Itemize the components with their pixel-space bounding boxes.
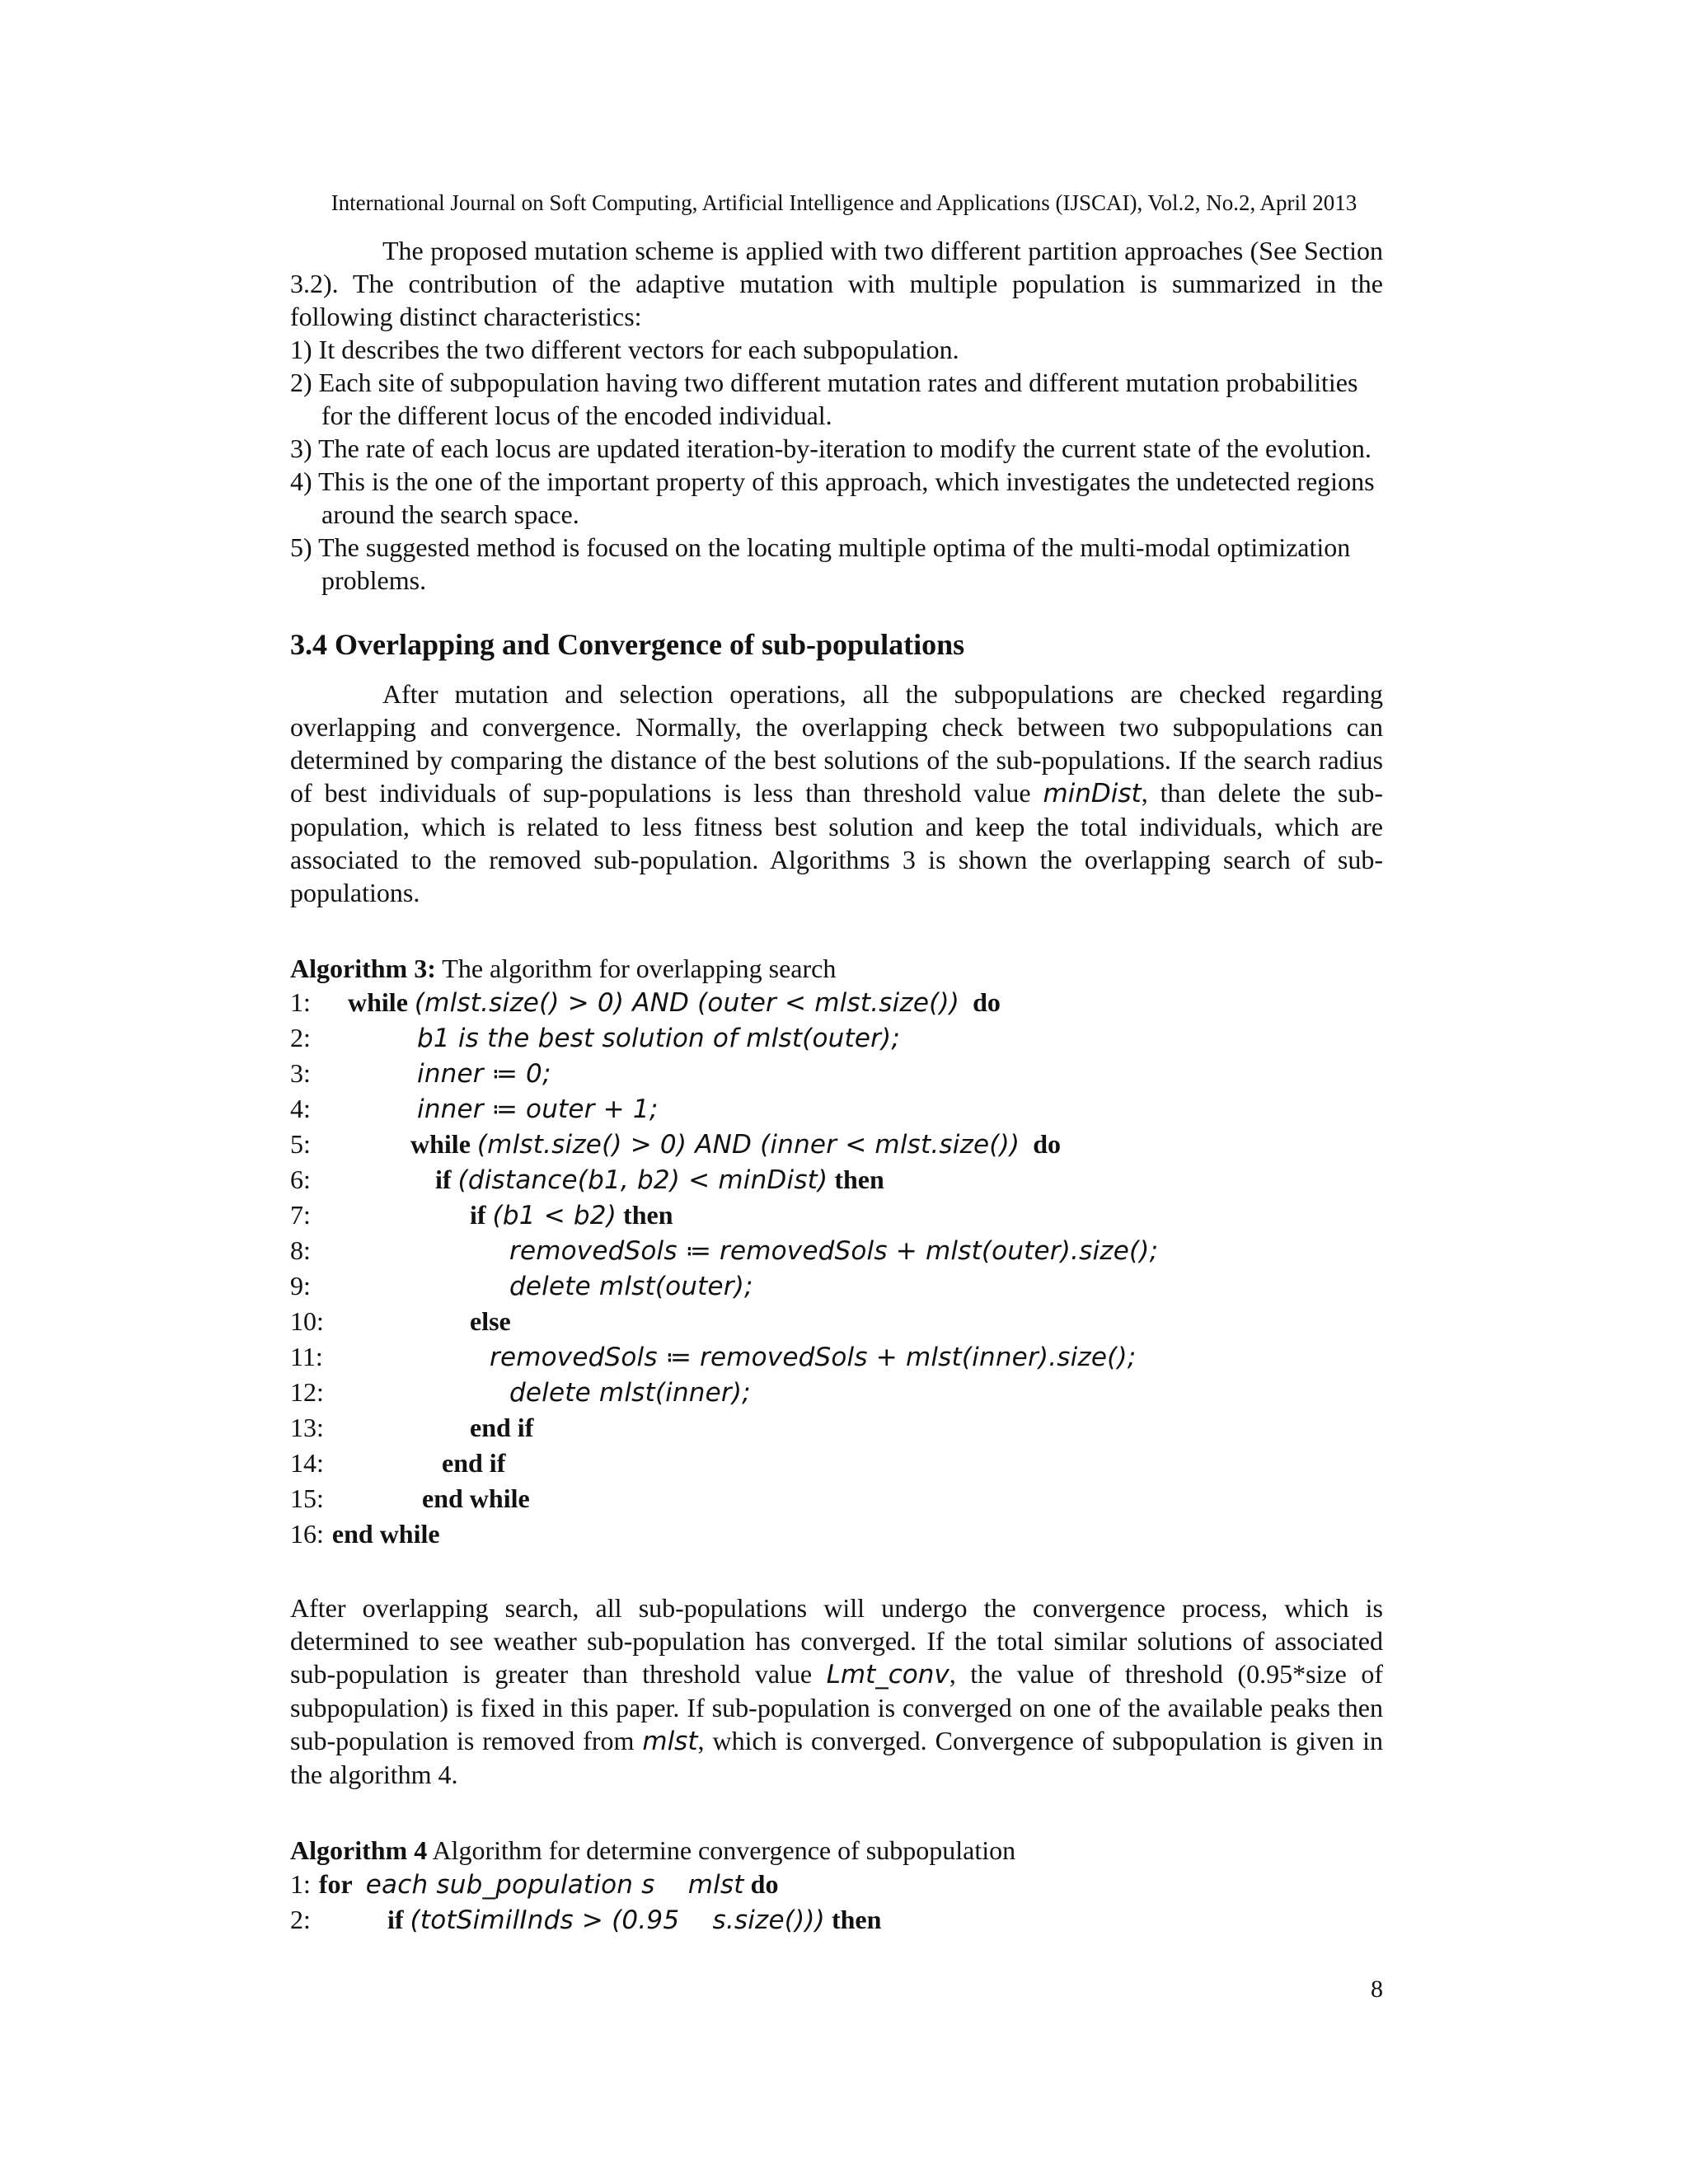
- math-expression: inner ≔ 0;: [417, 1059, 551, 1089]
- convergence-text-b: , the value of threshold (0.95*size of subpopulation) is fixed in this paper. If sub-population is converged on one of the available peaks then sub-population is removed from: [290, 1659, 1384, 1755]
- overlap-text-b: , than delete the sub-population, which is related to less fitness best solution and keep the total individuals, which are associated to the removed sub-population. Algorithms 3 is shown the overlapping search of sub-populations.: [290, 778, 1384, 907]
- keyword: if: [470, 1200, 486, 1230]
- page-content: [290, 234, 1383, 1938]
- list-item: 2) Each site of subpopulation having two different mutation rates and different mutation probabilities for the different locus of the encoded individual.: [290, 368, 1358, 430]
- list-item: 1) It describes the two different vectors for each subpopulation.: [290, 335, 959, 364]
- algo-line: [290, 1446, 1383, 1481]
- math-expression: (distance(b1, b2) < minDist): [457, 1165, 828, 1195]
- line-number: 14:: [290, 1448, 324, 1478]
- algo-line: [290, 1268, 1383, 1304]
- math-expression: (b1 < b2): [492, 1201, 617, 1230]
- algo-line: [290, 1197, 1383, 1233]
- convergence-paragraph: [290, 1591, 1383, 1791]
- section-heading: 3.4 Overlapping and Convergence of sub-populations: [290, 628, 965, 661]
- algo-line: [290, 1304, 1383, 1339]
- keyword: if: [435, 1165, 452, 1194]
- keyword: for: [318, 1869, 353, 1899]
- algorithm-3-label: Algorithm 3:: [290, 954, 436, 983]
- line-number: 15:: [290, 1483, 324, 1513]
- line-number: 1:: [290, 1869, 311, 1899]
- line-number: 11:: [290, 1342, 323, 1371]
- keyword: end if: [442, 1448, 506, 1478]
- line-number: 5:: [290, 1129, 311, 1159]
- line-number: 1:: [290, 987, 311, 1017]
- intro-paragraph: The proposed mutation scheme is applied with two different partition approaches (See Section 3.2). The contribution of the adaptive mutation with multiple population is summarized in the following distinct characteristics:: [290, 236, 1383, 331]
- algorithm-3-caption: The algorithm for overlapping search: [435, 954, 837, 983]
- math-expression: delete mlst(outer);: [509, 1272, 753, 1301]
- math-expression: removedSols ≔ removedSols + mlst(inner).size();: [490, 1343, 1137, 1372]
- list-item: 3) The rate of each locus are updated iteration-by-iteration to modify the current state of the evolution.: [290, 434, 1372, 463]
- overlap-paragraph: [290, 677, 1383, 909]
- algorithm-4: [290, 1834, 1383, 1938]
- line-number: 16:: [290, 1519, 324, 1549]
- line-number: 10:: [290, 1306, 324, 1336]
- math-expression: each sub_population s mlst: [365, 1870, 744, 1900]
- running-header: International Journal on Soft Computing, Artificial Intelligence and Applications (IJSCAI), Vol.2, No.2, April 2013: [331, 190, 1357, 215]
- line-number: 13:: [290, 1413, 324, 1442]
- line-number: 2:: [290, 1905, 311, 1934]
- algo-line: [290, 1091, 1383, 1127]
- keyword: if: [387, 1905, 404, 1934]
- keyword: then: [623, 1200, 673, 1230]
- keyword: then: [834, 1165, 884, 1194]
- characteristics-list: [290, 333, 1383, 597]
- algo-line: [290, 1056, 1383, 1091]
- convergence-text-c: , which is converged. Convergence of subpopulation is given in the algorithm 4.: [290, 1726, 1384, 1789]
- keyword: while: [348, 987, 408, 1017]
- algo-line: [290, 1339, 1383, 1375]
- overlap-text-a: After mutation and selection operations, all the subpopulations are checked regarding overlapping and convergence. Normally, the overlapping check between two subpopulations can determined by comparing the distance of the best solutions of the sub-populations. If the search radius of best individuals of sup-populations is less than threshold value: [290, 679, 1383, 808]
- math-expression: (mlst.size() > 0) AND (outer < mlst.size()): [414, 988, 960, 1018]
- algo-line: [290, 1162, 1383, 1197]
- algo-line: [290, 1902, 1383, 1938]
- algorithm-4-label: Algorithm 4: [290, 1835, 428, 1865]
- algo-line: [290, 985, 1383, 1020]
- line-number: 12:: [290, 1377, 324, 1407]
- algorithm-3: [290, 952, 1383, 1552]
- keyword: do: [750, 1869, 779, 1899]
- math-expression: inner ≔ outer + 1;: [417, 1094, 659, 1124]
- algo-line: [290, 1375, 1383, 1410]
- math-expression: delete mlst(inner);: [509, 1378, 751, 1408]
- math-expression: (mlst.size() > 0) AND (inner < mlst.size()): [476, 1130, 1020, 1160]
- math-expression: b1 is the best solution of mlst(outer);: [417, 1024, 900, 1053]
- keyword: end if: [470, 1413, 534, 1442]
- list-item: 5) The suggested method is focused on the locating multiple optima of the multi-modal optimization problems.: [290, 532, 1351, 595]
- line-number: 9:: [290, 1271, 311, 1301]
- keyword: end while: [331, 1519, 440, 1549]
- keyword: do: [973, 987, 1001, 1017]
- line-number: 8:: [290, 1235, 311, 1265]
- keyword: else: [470, 1306, 511, 1336]
- math-expression: (totSimilInds > (0.95 s.size())): [410, 1905, 825, 1935]
- line-number: 3:: [290, 1058, 311, 1088]
- keyword: then: [831, 1905, 882, 1934]
- list-item: 4) This is the one of the important property of this approach, which investigates the undetected regions around the search space.: [290, 466, 1375, 529]
- algo-line: [290, 1410, 1383, 1446]
- mindist-math: minDist: [1043, 779, 1142, 808]
- algo-line: [290, 1516, 1383, 1552]
- line-number: 6:: [290, 1165, 311, 1194]
- line-number: 7:: [290, 1200, 311, 1230]
- page-number: 8: [1371, 1975, 1383, 2003]
- algo-line: [290, 1020, 1383, 1056]
- algo-line: [290, 1481, 1383, 1516]
- keyword: end while: [422, 1483, 530, 1513]
- line-number: 4:: [290, 1094, 311, 1123]
- math-expression: removedSols ≔ removedSols + mlst(outer).size();: [509, 1236, 1159, 1266]
- mlst-math: mlst: [642, 1727, 698, 1756]
- algo-line: [290, 1233, 1383, 1268]
- algorithm-4-caption: Algorithm for determine convergence of subpopulation: [427, 1835, 1016, 1865]
- algo-line: [290, 1867, 1383, 1902]
- keyword: while: [410, 1129, 471, 1159]
- line-number: 2:: [290, 1023, 311, 1052]
- algorithm-3-title: [290, 952, 1383, 985]
- algo-line: [290, 1127, 1383, 1162]
- algorithm-4-title: [290, 1834, 1383, 1867]
- lmt-conv-math: Lmt_conv: [826, 1660, 950, 1690]
- convergence-text-a: After overlapping search, all sub-populations will undergo the convergence process, which is determined to see weather sub-population has converged. If the total similar solutions of associated sub-population is greater than threshold value: [290, 1593, 1383, 1689]
- keyword: do: [1033, 1129, 1061, 1159]
